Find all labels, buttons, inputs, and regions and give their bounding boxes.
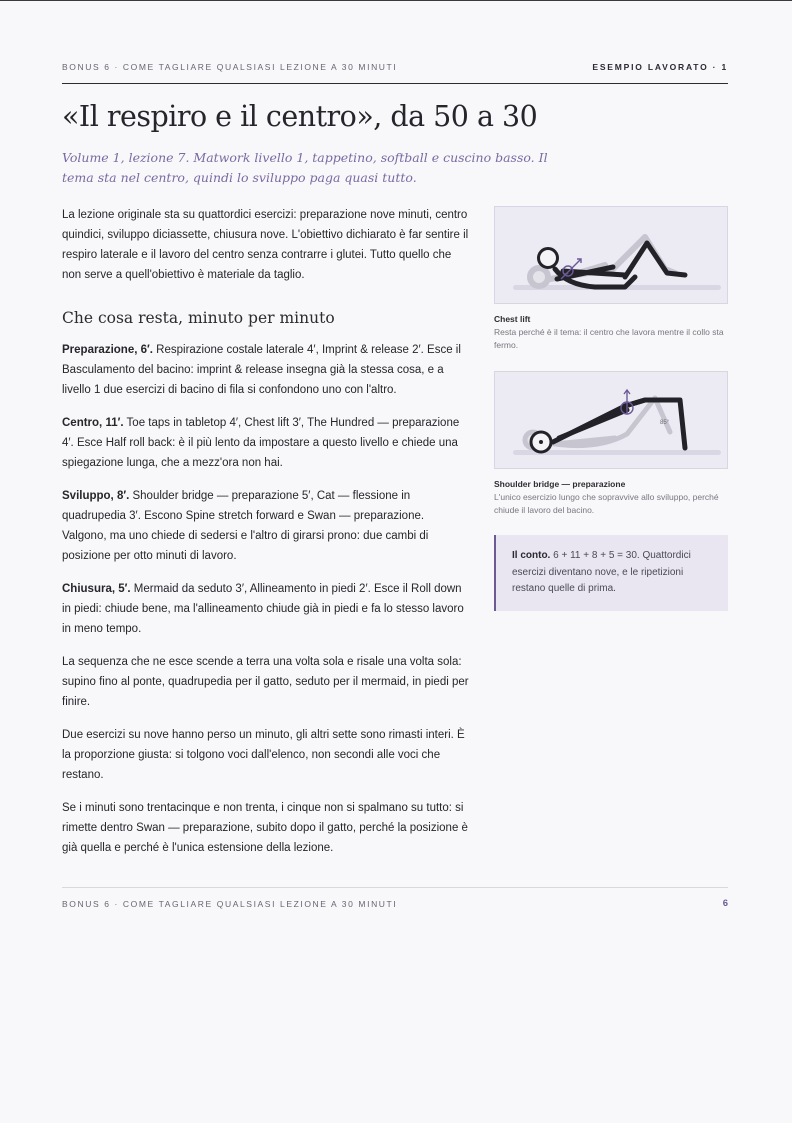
- shoulder-bridge-drawing: [495, 372, 727, 468]
- shoulder-bridge-illustration: [494, 371, 728, 469]
- figure-title: Shoulder bridge — preparazione: [494, 479, 626, 489]
- figure-shoulder-bridge: [494, 371, 728, 517]
- block-text: Toe taps in tabletop 4′, Chest lift 3′, The Hundred — preparazione 4′. Esce Half roll back: è il più lento da impostare a questo livello e chiede una spiegazione lunga, che a mezz'ora non hai.: [62, 417, 460, 469]
- figure-title: Chest lift: [494, 314, 531, 324]
- block-label: Centro, 11′.: [62, 417, 124, 429]
- sum-callout: [494, 535, 728, 611]
- block-label: Sviluppo, 8′.: [62, 490, 130, 502]
- chest-lift-illustration: [494, 206, 728, 304]
- body-paragraph: La sequenza che ne esce scende a terra una volta sola e risale una volta sola: supino fino al ponte, quadrupedia per il gatto, seduto per il mermaid, in piedi per finire.: [62, 656, 469, 708]
- main-column: [62, 205, 470, 871]
- block-label: Chiusura, 5′.: [62, 583, 131, 595]
- intro-paragraph: La lezione originale sta su quattordici esercizi: preparazione nove minuti, centro quindici, sviluppo diciassette, chiusura nove. L'obiettivo dichiarato è far sentire il respiro laterale e il lavoro del centro senza contrarre i glutei. Tutto quello che non serve a quell'obiettivo è materiale da taglio.: [62, 209, 469, 281]
- page-title: «Il respiro e il centro», da 50 a 30: [62, 100, 538, 133]
- block-text: Respirazione costale laterale 4′, Imprint & release 2′. Esce il Basculamento del bacino: imprint & release insegna già la stessa cosa, e a livello 1 due esercizi di bacino di fila si confondono uno con l'altro.: [62, 344, 461, 396]
- callout-label: Il conto.: [512, 550, 551, 561]
- figure-outline: [539, 243, 686, 287]
- running-footer: [62, 887, 728, 912]
- header-example: ESEMPIO LAVORATO · 1: [592, 62, 728, 72]
- chest-lift-drawing: [495, 207, 727, 303]
- section-heading: Che cosa resta, minuto per minuto: [62, 309, 335, 327]
- block-text: Mermaid da seduto 3′, Allineamento in piedi 2′. Esce il Roll down in piedi: chiude bene, ma l'allineamento chiude già in piedi e fa lo stesso lavoro in meno tempo.: [62, 583, 464, 635]
- callout-text: 6 + 11 + 8 + 5 = 30. Quattordici esercizi diventano nove, e le ripetizioni restano quelle di prima.: [512, 550, 691, 594]
- page-number: 6: [722, 898, 728, 909]
- block-text: Shoulder bridge — preparazione 5′, Cat — flessione in quadrupedia 3′. Escono Spine stretch forward e Swan — preparazione. Valgono, ma uno chiede di sedersi e l'altro di girarsi prono: due cambi di posizione per otto minuti di lavoro.: [62, 490, 429, 562]
- footer-section: BONUS 6 · COME TAGLIARE QUALSIASI LEZIONE A 30 MINUTI: [62, 899, 398, 909]
- running-header: [62, 61, 728, 84]
- angle-label: 85°: [660, 420, 670, 426]
- page-subtitle: Volume 1, lezione 7. Matwork livello 1, tappetino, softball e cuscino basso. Il tema sta nel centro, quindi lo sviluppo paga quasi tutto.: [62, 150, 548, 185]
- top-rule: [0, 0, 792, 1]
- figure-caption: Resta perché è il tema: il centro che lavora mentre il collo sta fermo.: [494, 327, 724, 350]
- block-label: Preparazione, 6′.: [62, 344, 153, 356]
- block-preparazione: [62, 340, 470, 400]
- block-sviluppo: [62, 486, 470, 566]
- block-chiusura: [62, 579, 470, 639]
- figure-caption: L'unico esercizio lungo che sopravvive allo sviluppo, perché chiude il lavoro del bacino.: [494, 492, 719, 515]
- figure-chest-lift: [494, 206, 728, 352]
- body-paragraph: Due esercizi su nove hanno perso un minuto, gli altri sette sono rimasti interi. È la proporzione giusta: si tolgono voci dall'elenco, non secondi alle voci che restano.: [62, 729, 465, 781]
- header-section: BONUS 6 · COME TAGLIARE QUALSIASI LEZIONE A 30 MINUTI: [62, 62, 398, 72]
- block-centro: [62, 413, 470, 473]
- head-dot: [539, 440, 543, 444]
- body-paragraph: Se i minuti sono trentacinque e non trenta, i cinque non si spalmano su tutto: si rimette dentro Swan — preparazione, subito dopo il gatto, perché la posizione è già quella e perché è l'unica estensione della lezione.: [62, 802, 468, 854]
